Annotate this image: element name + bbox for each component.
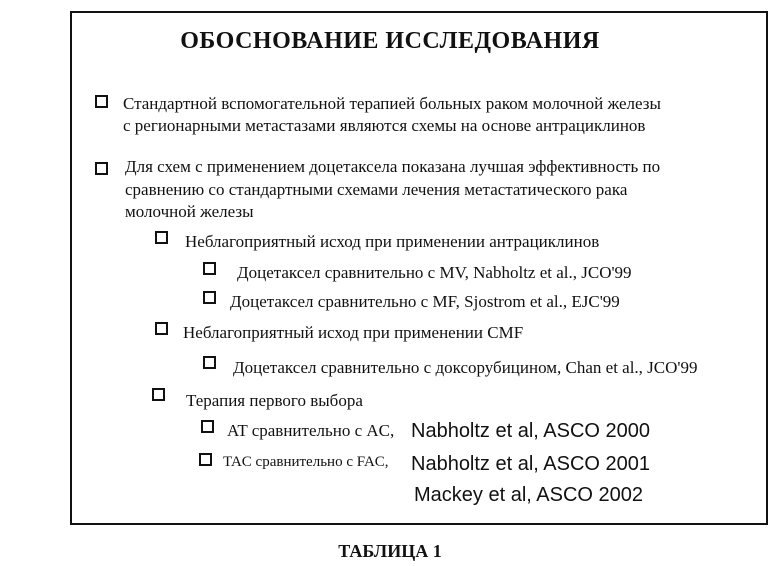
sub3-extra-ref: Mackey et al, ASCO 2002 — [414, 484, 644, 506]
sub3-item-2-label: TAC сравнительно с FAC, — [223, 454, 389, 470]
bullet-checkbox-icon — [155, 322, 168, 335]
item1-line2: с регионарными метастазами являются схемы на основе антрациклинов — [123, 116, 646, 135]
bullet-checkbox-icon — [199, 453, 212, 466]
bullet-checkbox-icon — [95, 95, 108, 108]
bullet-checkbox-icon — [201, 420, 214, 433]
sub3-label: Терапия первого выбора — [186, 391, 363, 410]
item2-line2: сравнению со стандартными схемами лечения метастатического рака — [125, 180, 628, 199]
item2-line1: Для схем с применением доцетаксела показана лучшая эффективность по — [125, 157, 661, 176]
bullet-checkbox-icon — [95, 162, 108, 175]
item2-line3: молочной железы — [125, 202, 254, 221]
sub3-item-2-ref: Nabholtz et al, ASCO 2001 — [411, 453, 651, 475]
item1-line1: Стандартной вспомогательной терапией больных раком молочной железы — [123, 94, 661, 113]
sub3-item-1-ref: Nabholtz et al, ASCO 2000 — [411, 420, 651, 442]
sub2-label: Неблагоприятный исход при применении CMF — [183, 323, 524, 342]
bullet-checkbox-icon — [155, 231, 168, 244]
bullet-checkbox-icon — [203, 356, 216, 369]
sub3-item-1-label: AT сравнительно с AC, — [227, 421, 395, 440]
bullet-checkbox-icon — [152, 388, 165, 401]
sub1-item-1: Доцетаксел сравнительно с MV, Nabholtz et al., JCO'99 — [237, 263, 632, 282]
bullet-checkbox-icon — [203, 262, 216, 275]
bullet-checkbox-icon — [203, 291, 216, 304]
sub2-item-1: Доцетаксел сравнительно с доксорубицином, Chan et al., JCO'99 — [233, 358, 698, 377]
sub1-label: Неблагоприятный исход при применении антрациклинов — [185, 232, 600, 251]
page-title: ОБОСНОВАНИЕ ИССЛЕДОВАНИЯ — [180, 28, 600, 54]
table-caption: ТАБЛИЦА 1 — [338, 541, 442, 561]
sub1-item-2: Доцетаксел сравнительно с MF, Sjostrom et al., EJC'99 — [230, 292, 620, 311]
